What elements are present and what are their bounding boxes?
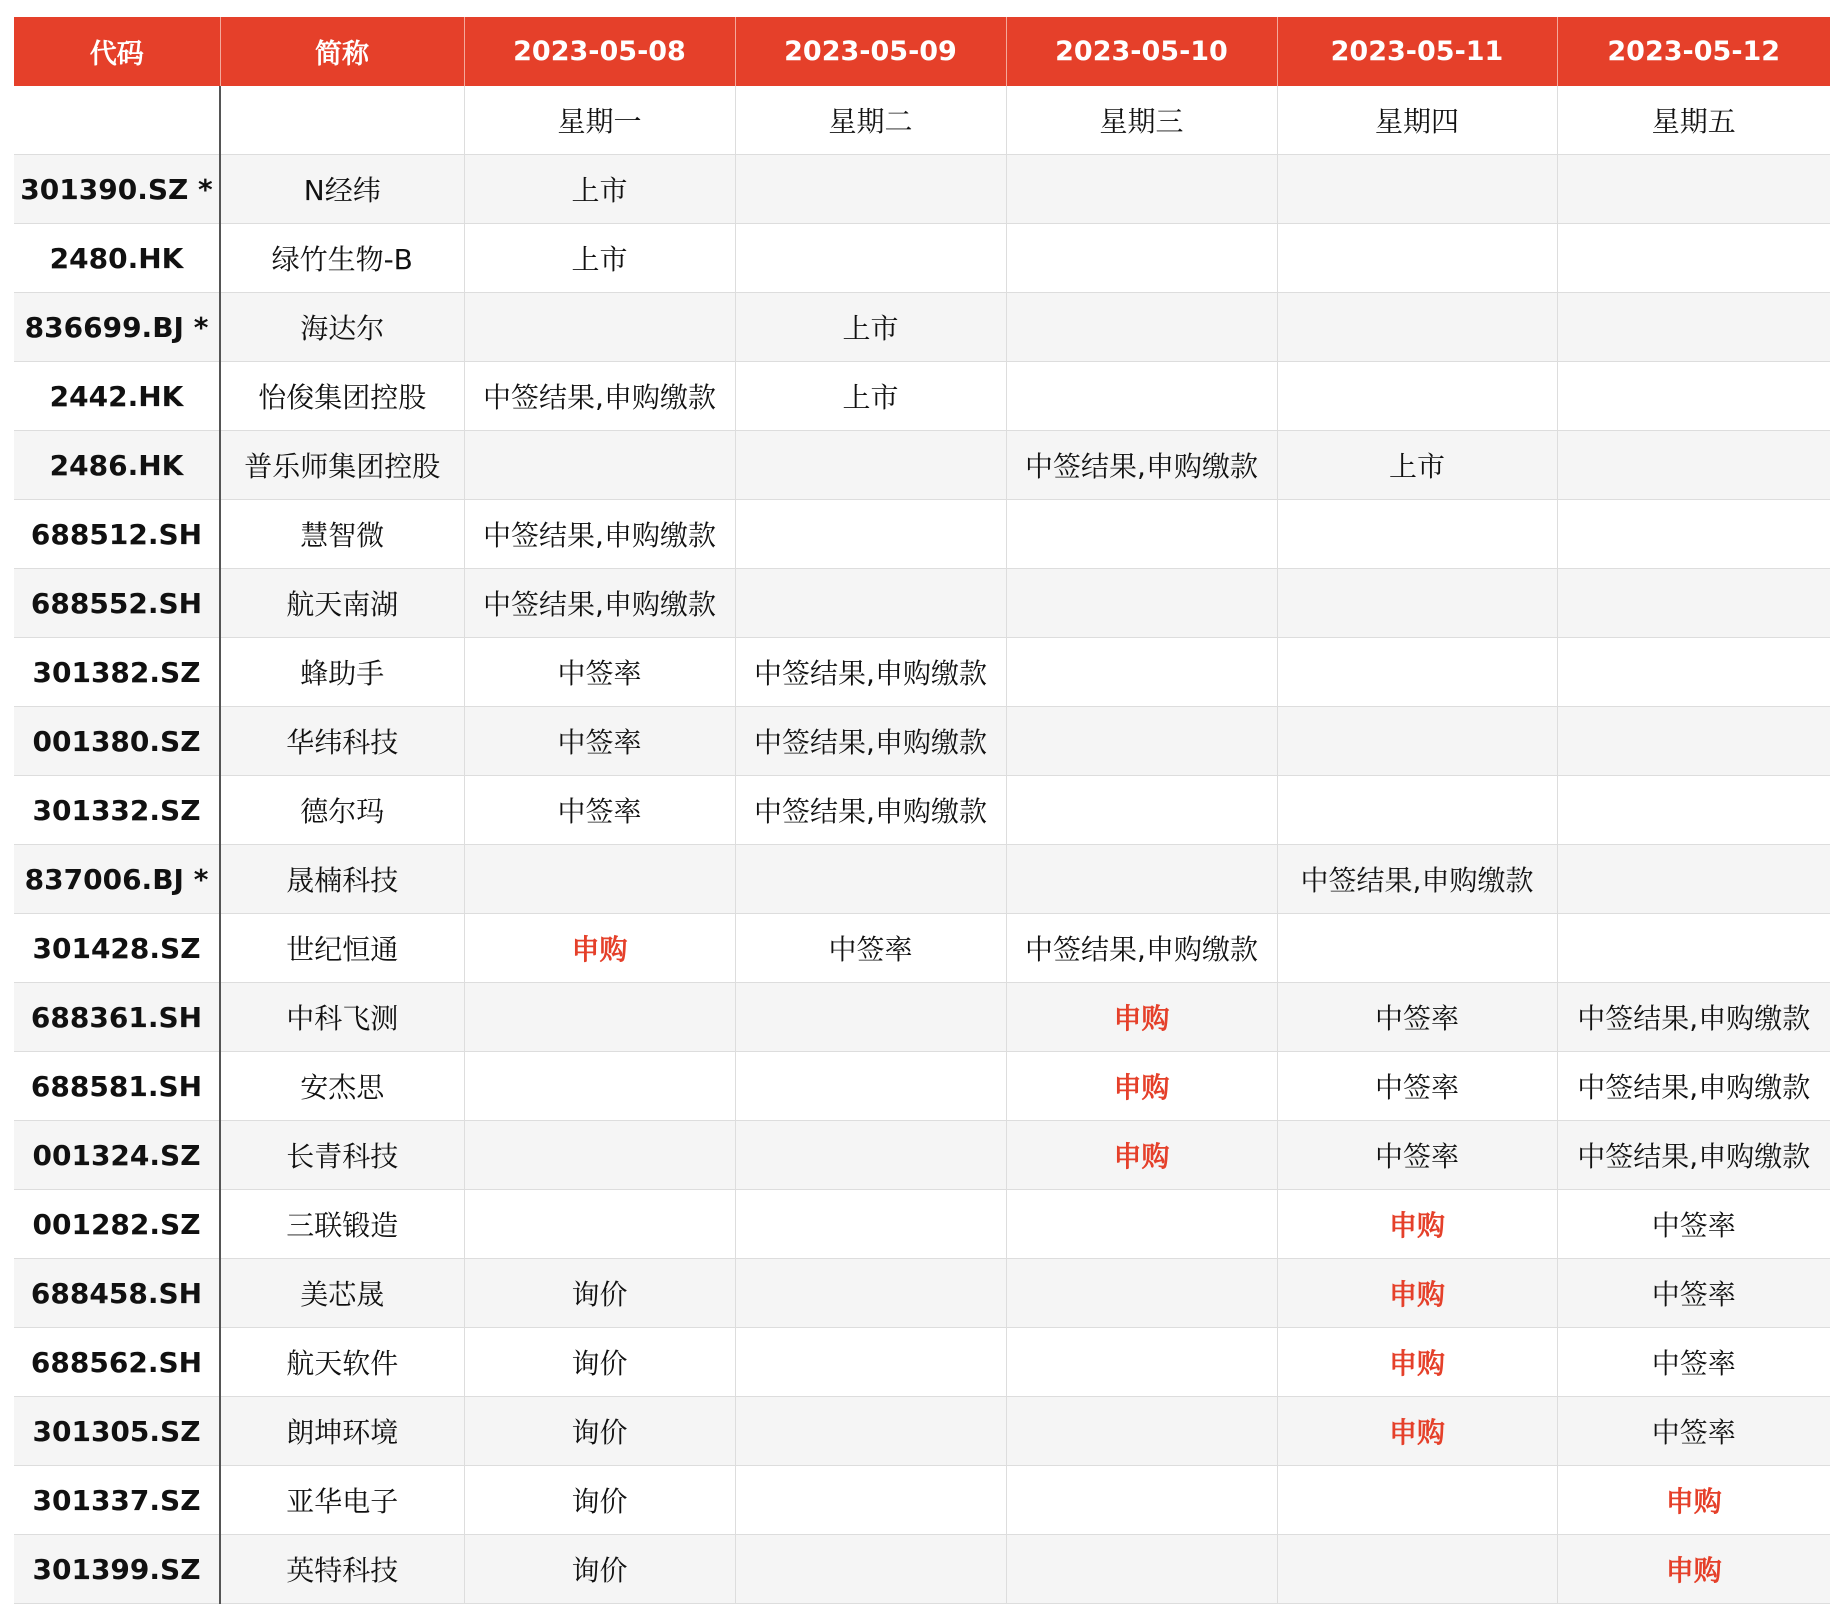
schedule-cell xyxy=(1277,500,1557,569)
schedule-cell xyxy=(1006,707,1277,776)
schedule-cell: 申购 xyxy=(1277,1259,1557,1328)
schedule-cell xyxy=(1557,914,1830,983)
stock-name-cell: 朗坤环境 xyxy=(220,1397,464,1466)
schedule-cell xyxy=(1277,224,1557,293)
schedule-cell xyxy=(735,1121,1006,1190)
stock-code-cell: 301428.SZ xyxy=(14,914,220,983)
stock-name-cell: 美芯晟 xyxy=(220,1259,464,1328)
stock-code-cell: 688512.SH xyxy=(14,500,220,569)
schedule-cell xyxy=(464,431,735,500)
schedule-cell xyxy=(1277,776,1557,845)
stock-code-cell: 2486.HK xyxy=(14,431,220,500)
stock-name-cell: 中科飞测 xyxy=(220,983,464,1052)
schedule-cell xyxy=(464,983,735,1052)
schedule-cell xyxy=(735,845,1006,914)
table-row xyxy=(14,1121,1830,1190)
schedule-cell xyxy=(1277,914,1557,983)
schedule-cell: 中签结果,申购缴款 xyxy=(735,638,1006,707)
schedule-cell xyxy=(1557,500,1830,569)
schedule-cell xyxy=(735,1328,1006,1397)
schedule-cell xyxy=(1557,845,1830,914)
header-date-4: 2023-05-11 xyxy=(1277,17,1557,86)
stock-name-cell: 海达尔 xyxy=(220,293,464,362)
schedule-cell xyxy=(1557,638,1830,707)
schedule-cell xyxy=(1006,1535,1277,1604)
table-row xyxy=(14,1052,1830,1121)
schedule-cell xyxy=(735,1190,1006,1259)
schedule-cell: 中签结果,申购缴款 xyxy=(1557,1052,1830,1121)
schedule-cell xyxy=(735,1259,1006,1328)
schedule-cell xyxy=(1006,1259,1277,1328)
schedule-cell: 申购 xyxy=(1277,1328,1557,1397)
schedule-cell xyxy=(1006,224,1277,293)
stock-code-cell: 001324.SZ xyxy=(14,1121,220,1190)
stock-code-cell: 2442.HK xyxy=(14,362,220,431)
stock-name-cell: 长青科技 xyxy=(220,1121,464,1190)
weekday-cell: 星期五 xyxy=(1557,86,1830,155)
schedule-cell: 上市 xyxy=(735,362,1006,431)
table-row xyxy=(14,1190,1830,1259)
stock-code-cell: 001380.SZ xyxy=(14,707,220,776)
table-row xyxy=(14,776,1830,845)
schedule-cell: 中签率 xyxy=(464,638,735,707)
stock-code-cell: 301382.SZ xyxy=(14,638,220,707)
schedule-cell: 中签率 xyxy=(1277,1052,1557,1121)
stock-code-cell: 301399.SZ xyxy=(14,1535,220,1604)
stock-code-cell: 688581.SH xyxy=(14,1052,220,1121)
schedule-cell: 中签率 xyxy=(1557,1328,1830,1397)
stock-name-cell: 绿竹生物-B xyxy=(220,224,464,293)
weekday-cell: 星期四 xyxy=(1277,86,1557,155)
schedule-cell xyxy=(1006,1466,1277,1535)
schedule-cell: 中签结果,申购缴款 xyxy=(1277,845,1557,914)
weekday-cell xyxy=(220,86,464,155)
schedule-cell: 申购 xyxy=(1006,1052,1277,1121)
schedule-cell: 上市 xyxy=(735,293,1006,362)
schedule-cell xyxy=(1006,362,1277,431)
header-code: 代码 xyxy=(14,17,220,86)
stock-name-cell: 航天南湖 xyxy=(220,569,464,638)
stock-code-cell: 688458.SH xyxy=(14,1259,220,1328)
stock-name-cell: 安杰思 xyxy=(220,1052,464,1121)
schedule-cell xyxy=(1006,845,1277,914)
stock-code-cell: 688562.SH xyxy=(14,1328,220,1397)
schedule-cell xyxy=(1006,293,1277,362)
schedule-cell: 中签结果,申购缴款 xyxy=(464,362,735,431)
schedule-cell: 上市 xyxy=(464,155,735,224)
schedule-cell: 申购 xyxy=(1277,1397,1557,1466)
schedule-cell xyxy=(1277,638,1557,707)
table-row xyxy=(14,293,1830,362)
schedule-cell xyxy=(1006,155,1277,224)
schedule-cell xyxy=(1557,293,1830,362)
schedule-cell: 询价 xyxy=(464,1259,735,1328)
schedule-cell xyxy=(1006,638,1277,707)
stock-name-cell: N经纬 xyxy=(220,155,464,224)
schedule-cell xyxy=(1557,362,1830,431)
stock-name-cell: 三联锻造 xyxy=(220,1190,464,1259)
schedule-cell: 中签率 xyxy=(464,707,735,776)
schedule-cell xyxy=(1557,569,1830,638)
weekday-cell: 星期二 xyxy=(735,86,1006,155)
schedule-cell: 申购 xyxy=(1557,1466,1830,1535)
stock-code-cell: 301305.SZ xyxy=(14,1397,220,1466)
stock-name-cell: 蜂助手 xyxy=(220,638,464,707)
schedule-cell: 中签率 xyxy=(1557,1259,1830,1328)
schedule-cell xyxy=(1557,707,1830,776)
schedule-cell xyxy=(735,224,1006,293)
table-row xyxy=(14,1535,1830,1604)
ipo-calendar-table xyxy=(14,17,1830,1604)
schedule-cell xyxy=(735,1535,1006,1604)
schedule-cell: 中签率 xyxy=(1557,1397,1830,1466)
schedule-cell xyxy=(464,1190,735,1259)
schedule-cell xyxy=(1006,1190,1277,1259)
schedule-cell: 中签结果,申购缴款 xyxy=(1557,1121,1830,1190)
table-row xyxy=(14,569,1830,638)
schedule-cell xyxy=(464,845,735,914)
stock-code-cell: 688361.SH xyxy=(14,983,220,1052)
schedule-cell xyxy=(1006,500,1277,569)
table-row xyxy=(14,1328,1830,1397)
schedule-cell: 中签结果,申购缴款 xyxy=(735,707,1006,776)
table-row xyxy=(14,362,1830,431)
table-row xyxy=(14,1259,1830,1328)
schedule-cell: 申购 xyxy=(464,914,735,983)
stock-code-cell: 836699.BJ * xyxy=(14,293,220,362)
schedule-cell: 中签结果,申购缴款 xyxy=(735,776,1006,845)
stock-name-cell: 德尔玛 xyxy=(220,776,464,845)
ipo-calendar-table-container xyxy=(14,17,1830,1604)
schedule-cell: 中签结果,申购缴款 xyxy=(1006,914,1277,983)
schedule-cell xyxy=(735,1397,1006,1466)
schedule-cell xyxy=(735,1052,1006,1121)
stock-code-cell: 301390.SZ * xyxy=(14,155,220,224)
weekday-row xyxy=(14,86,1830,155)
stock-name-cell: 亚华电子 xyxy=(220,1466,464,1535)
schedule-cell: 中签结果,申购缴款 xyxy=(1557,983,1830,1052)
schedule-cell xyxy=(1277,1466,1557,1535)
schedule-cell: 申购 xyxy=(1006,1121,1277,1190)
table-row xyxy=(14,224,1830,293)
stock-name-cell: 普乐师集团控股 xyxy=(220,431,464,500)
table-row xyxy=(14,500,1830,569)
schedule-cell xyxy=(1006,1328,1277,1397)
schedule-cell xyxy=(464,1052,735,1121)
stock-code-cell: 001282.SZ xyxy=(14,1190,220,1259)
schedule-cell: 中签率 xyxy=(1277,1121,1557,1190)
schedule-cell: 申购 xyxy=(1277,1190,1557,1259)
schedule-cell: 中签率 xyxy=(464,776,735,845)
schedule-cell: 中签结果,申购缴款 xyxy=(1006,431,1277,500)
schedule-cell xyxy=(735,569,1006,638)
schedule-cell: 上市 xyxy=(464,224,735,293)
stock-code-cell: 2480.HK xyxy=(14,224,220,293)
schedule-cell xyxy=(1277,707,1557,776)
stock-name-cell: 世纪恒通 xyxy=(220,914,464,983)
stock-code-cell: 301332.SZ xyxy=(14,776,220,845)
schedule-cell xyxy=(1277,1535,1557,1604)
header-short-name: 简称 xyxy=(220,17,464,86)
schedule-cell xyxy=(464,1121,735,1190)
stock-name-cell: 晟楠科技 xyxy=(220,845,464,914)
schedule-cell xyxy=(464,293,735,362)
schedule-cell xyxy=(735,431,1006,500)
weekday-cell: 星期一 xyxy=(464,86,735,155)
table-row xyxy=(14,914,1830,983)
stock-code-cell: 837006.BJ * xyxy=(14,845,220,914)
schedule-cell xyxy=(735,983,1006,1052)
stock-code-cell: 688552.SH xyxy=(14,569,220,638)
schedule-cell xyxy=(1006,776,1277,845)
table-row xyxy=(14,638,1830,707)
schedule-cell xyxy=(1006,1397,1277,1466)
table-row xyxy=(14,1397,1830,1466)
schedule-cell xyxy=(1557,224,1830,293)
schedule-cell: 询价 xyxy=(464,1328,735,1397)
header-row xyxy=(14,17,1830,86)
header-date-3: 2023-05-10 xyxy=(1006,17,1277,86)
schedule-cell: 申购 xyxy=(1557,1535,1830,1604)
schedule-cell xyxy=(735,500,1006,569)
table-row xyxy=(14,707,1830,776)
schedule-cell: 询价 xyxy=(464,1466,735,1535)
stock-name-cell: 英特科技 xyxy=(220,1535,464,1604)
table-row xyxy=(14,983,1830,1052)
schedule-cell: 中签结果,申购缴款 xyxy=(464,500,735,569)
schedule-cell: 询价 xyxy=(464,1535,735,1604)
stock-code-cell: 301337.SZ xyxy=(14,1466,220,1535)
stock-name-cell: 华纬科技 xyxy=(220,707,464,776)
header-date-5: 2023-05-12 xyxy=(1557,17,1830,86)
schedule-cell xyxy=(1557,776,1830,845)
table-row xyxy=(14,431,1830,500)
stock-name-cell: 航天软件 xyxy=(220,1328,464,1397)
header-date-2: 2023-05-09 xyxy=(735,17,1006,86)
schedule-cell: 询价 xyxy=(464,1397,735,1466)
weekday-cell: 星期三 xyxy=(1006,86,1277,155)
weekday-cell xyxy=(14,86,220,155)
schedule-cell xyxy=(1277,362,1557,431)
schedule-cell xyxy=(1557,155,1830,224)
schedule-cell: 中签率 xyxy=(735,914,1006,983)
table-row xyxy=(14,845,1830,914)
schedule-cell xyxy=(1277,155,1557,224)
schedule-cell xyxy=(1557,431,1830,500)
schedule-cell: 中签率 xyxy=(1557,1190,1830,1259)
table-row xyxy=(14,155,1830,224)
schedule-cell xyxy=(1277,569,1557,638)
schedule-cell xyxy=(1006,569,1277,638)
schedule-cell: 中签结果,申购缴款 xyxy=(464,569,735,638)
schedule-cell: 申购 xyxy=(1006,983,1277,1052)
header-date-1: 2023-05-08 xyxy=(464,17,735,86)
schedule-cell xyxy=(735,1466,1006,1535)
schedule-cell: 上市 xyxy=(1277,431,1557,500)
table-row xyxy=(14,1466,1830,1535)
schedule-cell xyxy=(735,155,1006,224)
stock-name-cell: 怡俊集团控股 xyxy=(220,362,464,431)
schedule-cell: 中签率 xyxy=(1277,983,1557,1052)
schedule-cell xyxy=(1277,293,1557,362)
stock-name-cell: 慧智微 xyxy=(220,500,464,569)
